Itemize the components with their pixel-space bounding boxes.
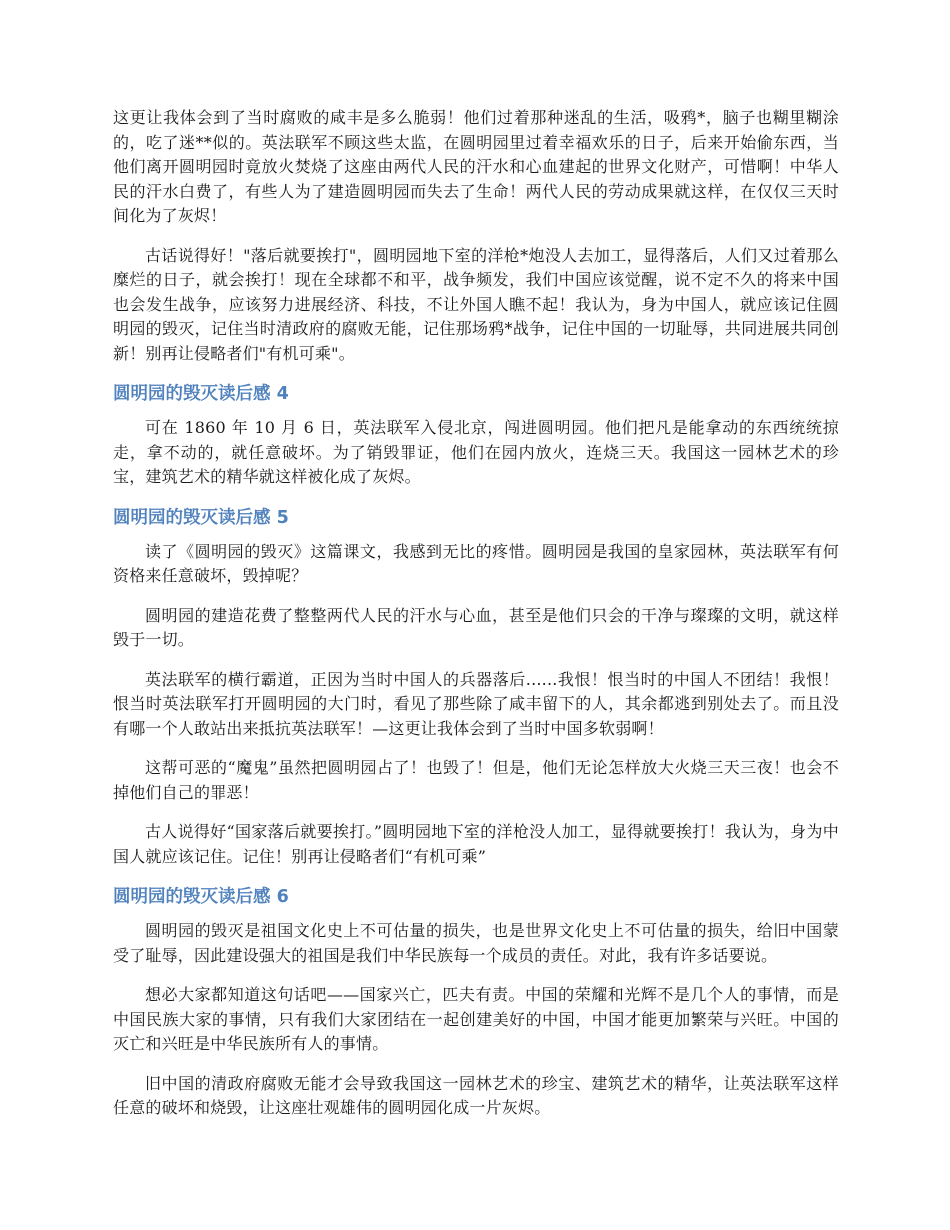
- section-paragraph: 圆明园的毁灭是祖国文化史上不可估量的损失，也是世界文化史上不可估量的损失，给旧中国蒙受了耻辱，因此建设强大的祖国是我们中华民族每一个成员的责任。对此，我有许多话要说。: [113, 921, 839, 965]
- section-4: [113, 381, 839, 490]
- section-heading: 圆明园的毁灭读后感 6: [113, 887, 289, 907]
- section-paragraph: 圆明园的建造花费了整整两代人民的汗水与心血，甚至是他们只会的干净与璨璨的文明，就这样毁于一切。: [113, 605, 839, 649]
- section-paragraph: 古人说得好“国家落后就要挨打。”圆明园地下室的洋枪没人加工，显得就要挨打！我认为，身为中国人就应该记住。记住！别再让侵略者们“有机可乘”: [113, 822, 839, 866]
- section-paragraph: 读了《圆明园的毁灭》这篇课文，我感到无比的疼惜。圆明园是我国的皇家园林，英法联军有何资格来任意破坏，毁掉呢？: [113, 541, 839, 585]
- intro-paragraph: 这更让我体会到了当时腐败的咸丰是多么脆弱！他们过着那种迷乱的生活，吸鸦*，脑子也糊里糊涂的，吃了迷**似的。英法联军不顾这些太监，在圆明园里过着幸福欢乐的日子，后来开始偷东西，当他们离开圆明园时竟放火焚烧了这座由两代人民的汗水和心血建起的世界文化财产，可惜啊！中华人民的汗水白费了，有些人为了建造圆明园而失去了生命！两代人民的劳动成果就这样，在仅仅三天时间化为了灰烬！: [113, 108, 839, 225]
- section-5: [113, 505, 839, 870]
- document-page: [113, 106, 839, 1136]
- section-heading: 圆明园的毁灭读后感 5: [113, 507, 289, 528]
- intro-paragraph: 古话说得好！"落后就要挨打"，圆明园地下室的洋枪*炮没人去加工，显得落后，人们又过着那么糜烂的日子，就会挨打！现在全球都不和平，战争频发，我们中国应该觉醒，说不定不久的将来中国也会发生战争，应该努力进展经济、科技，不让外国人瞧不起！我认为，身为中国人，就应该记住圆明园的毁灭，记住当时清政府的腐败无能，记住那场鸦*战争，记住中国的一切耻辱，共同进展共同创新！别再让侵略者们"有机可乘"。: [113, 245, 839, 363]
- section-paragraph: 旧中国的清政府腐败无能才会导致我国这一园林艺术的珍宝、建筑艺术的精华，让英法联军这样任意的破坏和烧毁，让这座壮观雄伟的圆明园化成一片灰烬。: [113, 1073, 839, 1117]
- section-paragraph: 想必大家都知道这句话吧——国家兴亡，匹夫有责。中国的荣耀和光辉不是几个人的事情，而是中国民族大家的事情，只有我们大家团结在一起创建美好的中国，中国才能更加繁荣与兴旺。中国的灭亡和兴旺是中华民族所有人的事情。: [113, 985, 839, 1053]
- section-heading: 圆明园的毁灭读后感 4: [113, 384, 289, 404]
- section-paragraph: 英法联军的横行霸道，正因为当时中国人的兵器落后......我恨！恨当时的中国人不团结！我恨！恨当时英法联军打开圆明园的大门时，看见了那些除了咸丰留下的人，其余都逃到别处去了。而且没有哪一个人敢站出来抵抗英法联军！—这更让我体会到了当时中国多软弱啊！: [113, 669, 839, 738]
- section-6: [113, 884, 839, 1121]
- section-paragraph: 这帮可恶的“魔鬼”虽然把圆明园占了！也毁了！但是，他们无论怎样放大火烧三天三夜！也会不掉他们自己的罪恶！: [113, 758, 839, 802]
- section-paragraph: 可在 1860 年 10 月 6 日，英法联军入侵北京，闯进圆明园。他们把凡是能拿动的东西统统掠走，拿不动的，就任意破坏。为了销毁罪证，他们在园内放火，连烧三天。我国这一园林艺术的珍宝，建筑艺术的精华就这样被化成了灰烬。: [113, 418, 839, 486]
